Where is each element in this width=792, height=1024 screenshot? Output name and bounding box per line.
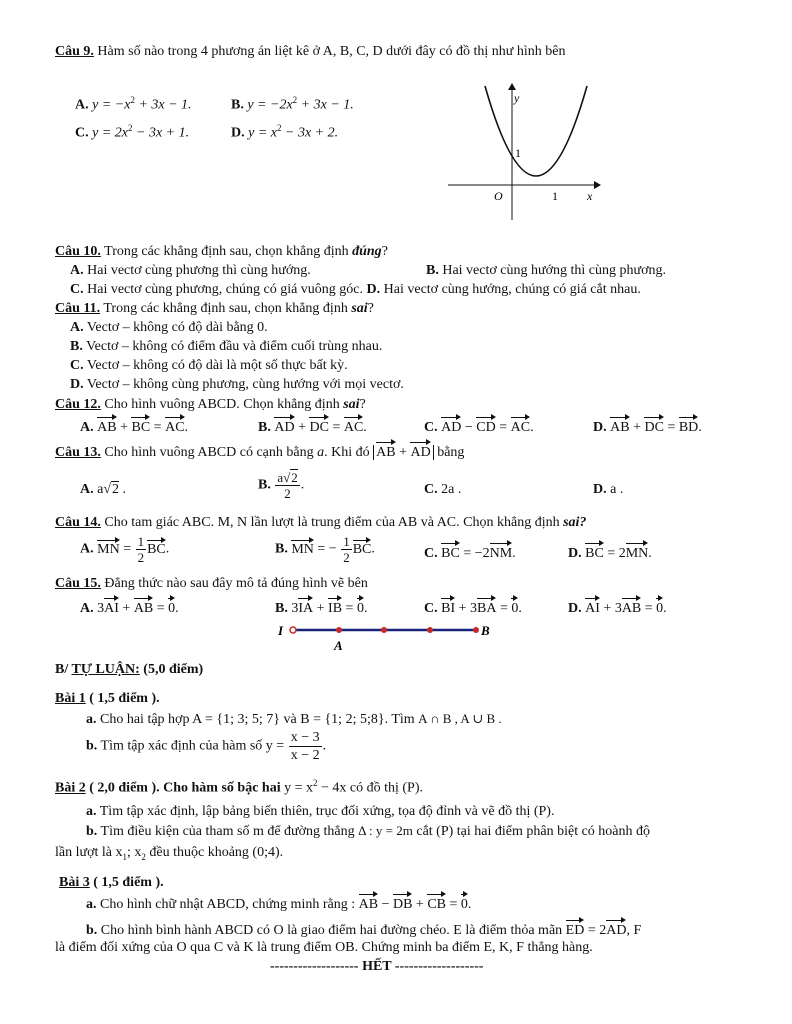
label-a: A [334, 638, 343, 653]
bai3-heading: Bài 3 ( 1,5 điểm ). [59, 875, 164, 890]
q14-stem: Câu 14. Cho tam giác ABC. M, N lần lượt là trung điểm của AB và AC. Chọn khẳng định sai? [55, 515, 587, 530]
q13-option-a: A. a√2 . [80, 482, 127, 497]
parabola-curve [485, 86, 587, 176]
q9-parabola-graph [440, 78, 610, 224]
q14-option-b: B. MN = − $\frac{1}{2}$ BC. [275, 534, 375, 565]
point-mid-2 [427, 627, 433, 633]
point-mid-1 [381, 627, 387, 633]
q15-option-c: C. BI + 3BA = 0. [424, 597, 522, 618]
q14-option-c: C. BC = −2NM. [424, 542, 516, 563]
q13-abs-expression: AB + AD [373, 445, 434, 460]
q9-text: Hàm số nào trong 4 phương án liệt kê ở A, B, C, D dưới đây có đồ thị như hình bên [97, 44, 566, 59]
q9-option-d: D. $y = x^2 - 3x + 2$. [231, 123, 339, 141]
q10-stem: Câu 10. Trong các khẳng định sau, chọn khẳng định đúng? [55, 244, 388, 259]
q10-option-b: B. Hai vectơ cùng hướng thì cùng phương. [426, 263, 666, 278]
bai1-part-b: b. Tìm tập xác định của hàm số y = $\frac{x - 3}{x - 2}$ . [86, 730, 327, 763]
x-axis-label: x [587, 189, 593, 203]
q11-option-a: A. Vectơ – không có độ dài bằng 0. [70, 320, 268, 335]
q9-stem [55, 43, 565, 61]
origin-label: O [494, 189, 503, 203]
q9-option-a: A. $y = -x^2 + 3x - 1$. [75, 95, 192, 113]
q12-option-c: C. AD − CD = AC. [424, 416, 534, 437]
q13-option-d: D. a . [593, 482, 624, 497]
q9-option-c: C. $y = 2x^2 - 3x + 1$. [75, 123, 190, 141]
q15-segment-figure [276, 619, 506, 655]
q13-option-c: C. 2a . [424, 482, 462, 497]
q15-option-b: B. 3IA + IB = 0. [275, 597, 367, 618]
bai1-heading: Bài 1 ( 1,5 điểm ). [55, 691, 160, 706]
q12-option-d: D. AB + DC = BD. [593, 416, 702, 437]
x-tick-label: 1 [552, 189, 558, 203]
q12-option-a: A. AB + BC = AC. [80, 416, 188, 437]
q12-option-b: B. AD + DC = AC. [258, 416, 367, 437]
q11-option-d: D. Vectơ – không cùng phương, cùng hướng với mọi vectơ. [70, 377, 404, 392]
bai2-heading: Bài 2 ( 2,0 điểm ). Cho hàm số bậc hai $y = x^2 - 4x$ có đồ thị (P). [55, 778, 424, 796]
bai1-part-a: a. Cho hai tập hợp A = {1; 3; 5; 7} và B = {1; 2; 5;8}. Tìm A ∩ B , A ∪ B . [86, 711, 502, 727]
q14-option-d: D. BC = 2MN. [568, 542, 652, 563]
point-a [336, 627, 342, 633]
bai3-part-b-cont: là điểm đối xứng của O qua C và K là trung điểm OB. Chứng minh ba điểm E, K, F thẳng hàng. [55, 940, 593, 955]
bai2-part-b: b. Tìm điều kiện của tham số m để đường thẳng Δ : y = 2m cắt (P) tại hai điểm phân biệt có hoành độ [86, 823, 651, 839]
part-b-heading: B/ TỰ LUẬN: (5,0 điểm) [55, 662, 204, 677]
q10-option-a: A. Hai vectơ cùng phương thì cùng hướng. [70, 263, 311, 278]
q11-option-b: B. Vectơ – không có điểm đầu và điểm cuối trùng nhau. [70, 339, 383, 354]
point-i [290, 627, 296, 633]
q15-option-a: A. 3AI + AB = 0. [80, 597, 179, 618]
q9-option-b: B. $y = -2x^2 + 3x - 1$. [231, 95, 354, 113]
bai3-part-a: a. Cho hình chữ nhật ABCD, chứng minh rằng : AB − DB + CB = 0. [86, 893, 471, 914]
q13-stem: Câu 13. Cho hình vuông ABCD có cạnh bằng a. Khi đó AB + AD bằng [55, 441, 464, 462]
q14-option-a: A. MN = $\frac{1}{2}$ BC. [80, 534, 170, 565]
bai2-part-a: a. Tìm tập xác định, lập bảng biến thiên, trục đối xứng, tọa độ đỉnh và vẽ đồ thị (P). [86, 804, 555, 819]
q15-option-d: D. AI + 3AB = 0. [568, 597, 667, 618]
point-b [473, 627, 479, 633]
q10-option-cd: C. Hai vectơ cùng phương, chúng có giá vuông góc. D. Hai vectơ cùng hướng, chúng có giá cắt nhau. [70, 282, 641, 297]
q13-option-b: B. $\frac{a√2}{2}$ . [258, 470, 305, 501]
bai3-part-b: b. Cho hình bình hành ABCD có O là giao điểm hai đường chéo. E là điểm thỏa mãn ED = 2AD, F [86, 919, 641, 940]
bai2-part-b-cont: lần lượt là $x_1$; $x_2$ đều thuộc khoảng (0;4). [55, 845, 284, 862]
label-b: B [481, 623, 490, 638]
q15-stem: Câu 15. Đẳng thức nào sau đây mô tả đúng hình vẽ bên [55, 576, 368, 591]
y-tick-label: 1 [515, 146, 521, 160]
y-axis-label: y [514, 91, 520, 105]
q11-stem: Câu 11. Trong các khẳng định sau, chọn khẳng định sai? [55, 301, 374, 316]
label-i: I [278, 623, 284, 638]
q12-stem: Câu 12. Cho hình vuông ABCD. Chọn khẳng định sai? [55, 397, 366, 412]
q9-label: Câu 9. [55, 44, 94, 59]
footer-end-marker: ------------------- HẾT ------------------- [270, 959, 484, 974]
q11-option-c: C. Vectơ – không có độ dài là một số thực bất kỳ. [70, 358, 348, 373]
